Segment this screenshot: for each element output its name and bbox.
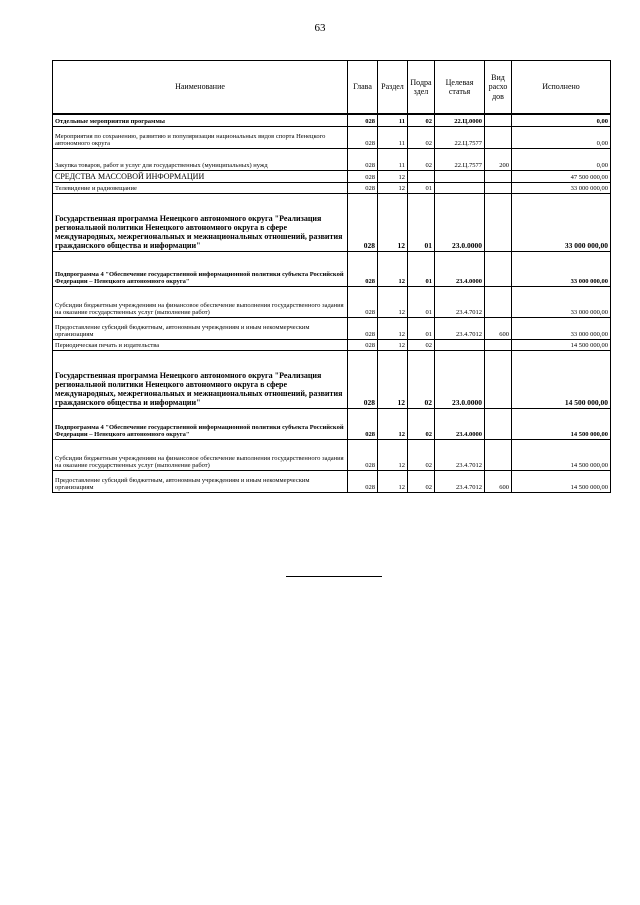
header-podrazdel: Подра здел [408,61,435,115]
header-tselevaya: Целевая статья [435,61,485,115]
table-row: Государственная программа Ненецкого автономного округа "Реализация региональной политики Ненецкого автономного округа в сфере международных, межрегиональных и межнациональных отношений, развития гражданского общества и информации" 028 12 02 23.0.0000 14 500 000,00 [53,350,611,408]
table-row: Отдельные мероприятия программы 028 11 02 22.Ц.0000 0,00 [53,114,611,126]
budget-table [52,60,611,493]
table-row: Подпрограмма 4 "Обеспечение государственной информационной политики субъекта Российской Федерации – Ненецкого автономного округа" 028 12 01 23.4.0000 33 000 000,00 [53,251,611,286]
header-glava: Глава [348,61,378,115]
table-row: Периодическая печать и издательства 028 12 02 14 500 000,00 [53,339,611,350]
table-row: Субсидии бюджетным учреждениям на финансовое обеспечение выполнения государственного задания на оказание государственных услуг (выполнение работ) 028 12 01 23.4.7012 33 000 000,00 [53,286,611,317]
table-row: Предоставление субсидий бюджетным, автономным учреждениям и иным некоммерческим организациям 028 12 02 23.4.7012 600 14 500 000,00 [53,470,611,492]
footer-divider [286,576,382,577]
table-row: Закупка товаров, работ и услуг для государственных (муниципальных) нужд 028 11 02 22.Ц.7577 200 0,00 [53,148,611,170]
table-row: Субсидии бюджетным учреждениям на финансовое обеспечение выполнения государственного задания на оказание государственных услуг (выполнение работ) 028 12 02 23.4.7012 14 500 000,00 [53,439,611,470]
table-row: Подпрограмма 4 "Обеспечение государственной информационной политики субъекта Российской Федерации – Ненецкого автономного округа" 028 12 02 23.4.0000 14 500 000,00 [53,408,611,439]
table-row: Предоставление субсидий бюджетным, автономным учреждениям и иным некоммерческим организациям 028 12 01 23.4.7012 600 33 000 000,00 [53,317,611,339]
table-row: СРЕДСТВА МАССОВОЙ ИНФОРМАЦИИ 028 12 47 500 000,00 [53,170,611,182]
header-vid: Вид расхо дов [485,61,512,115]
table-row: Государственная программа Ненецкого автономного округа "Реализация региональной политики Ненецкого автономного округа в сфере международных, межрегиональных и межнациональных отношений, развития гражданского общества и информации" 028 12 01 23.0.0000 33 000 000,00 [53,193,611,251]
header-name: Наименование [53,61,348,115]
table-row: Мероприятия по сохранению, развитию и популяризации национальных видов спорта Ненецкого автономного округа 028 11 02 22.Ц.7577 0,00 [53,126,611,148]
table-header-row [53,61,611,115]
header-ispolneno: Исполнено [512,61,611,115]
table-row: Телевидение и радиовещание 028 12 01 33 000 000,00 [53,182,611,193]
header-razdel: Раздел [378,61,408,115]
page-number: 63 [314,22,326,34]
